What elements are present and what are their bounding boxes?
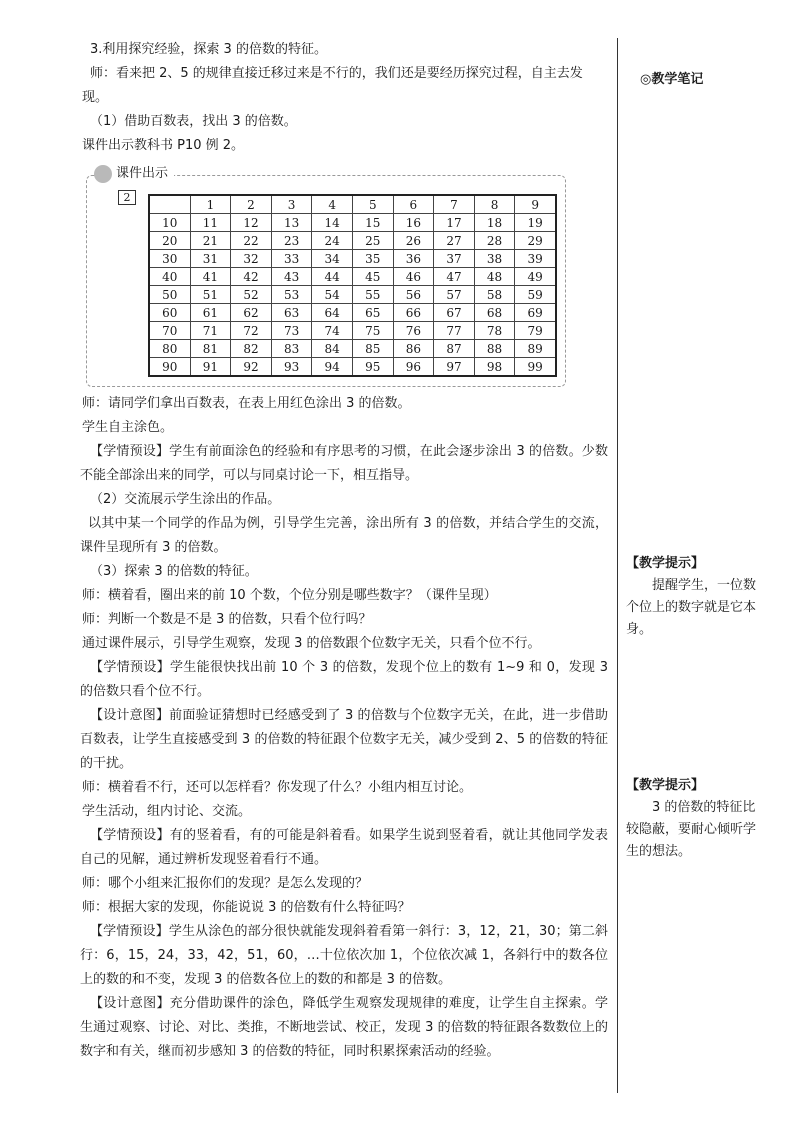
chart-cell: 53 <box>271 286 312 304</box>
chart-cell: 72 <box>231 322 272 340</box>
chart-cell: 27 <box>434 232 475 250</box>
teacher-line: 师：判断一个数是不是 3 的倍数，只看个位行吗？ <box>82 612 372 627</box>
chart-cell: 77 <box>434 322 475 340</box>
chart-cell: 86 <box>393 340 434 358</box>
teacher-line: 师：哪个小组来汇报你们的发现？是怎么发现的？ <box>82 876 369 891</box>
step-heading: （3）探索 3 的倍数的特征。 <box>90 564 258 579</box>
chart-cell: 70 <box>149 322 190 340</box>
chart-cell: 74 <box>312 322 353 340</box>
chart-cell: 79 <box>515 322 556 340</box>
chart-cell: 24 <box>312 232 353 250</box>
teacher-line: 师：看来把 2、5 的规律直接迁移过来是不行的，我们还是要经历探究过程，自主去发 <box>90 66 583 81</box>
step-heading: （1）借助百数表，找出 3 的倍数。 <box>90 114 297 129</box>
chart-row <box>149 214 556 232</box>
chart-cell: 62 <box>231 304 272 322</box>
section-heading: 3.利用探究经验，探索 3 的倍数的特征。 <box>90 42 327 57</box>
chart-cell <box>149 195 190 214</box>
chart-cell: 42 <box>231 268 272 286</box>
chart-cell: 4 <box>312 195 353 214</box>
chart-cell: 84 <box>312 340 353 358</box>
learning-preview: 【学情预设】学生从涂色的部分很快就能发现斜着看第一斜行：3，12，21，30；第二斜行：6，15，24，33，42，51，60，…十位依次加 1，个位依次减 1，各斜行中的数各位上的数的和不变，发现 3 的倍数各位上的数的和都是 3 的倍数。 <box>80 924 608 987</box>
teaching-tip <box>626 775 766 863</box>
chart-cell: 81 <box>190 340 231 358</box>
chart-cell: 57 <box>434 286 475 304</box>
courseware-tag <box>96 163 174 185</box>
teaching-tip <box>626 553 766 641</box>
chart-cell: 39 <box>515 250 556 268</box>
chart-row <box>149 322 556 340</box>
chart-cell: 67 <box>434 304 475 322</box>
chart-cell: 11 <box>190 214 231 232</box>
chart-cell: 36 <box>393 250 434 268</box>
chart-cell: 68 <box>474 304 515 322</box>
chart-cell: 28 <box>474 232 515 250</box>
chart-cell: 23 <box>271 232 312 250</box>
chart-cell: 47 <box>434 268 475 286</box>
chart-cell: 73 <box>271 322 312 340</box>
chart-cell: 10 <box>149 214 190 232</box>
chart-cell: 19 <box>515 214 556 232</box>
design-intent: 【设计意图】前面验证猜想时已经感受到了 3 的倍数与个位数字无关，在此，进一步借助百数表，让学生直接感受到 3 的倍数的特征跟个位数字无关，减少受到 2、5 的倍数的特征的干扰。 <box>80 708 608 771</box>
chart-cell: 44 <box>312 268 353 286</box>
chart-cell: 52 <box>231 286 272 304</box>
student-activity: 学生自主涂色。 <box>82 420 174 435</box>
chart-cell: 89 <box>515 340 556 358</box>
design-intent: 【设计意图】充分借助课件的涂色，降低学生观察发现规律的难度，让学生自主探索。学生通过观察、讨论、对比、类推，不断地尝试、校正，发现 3 的倍数的特征跟各数数位上的数字和有关，继而初步感知 3 的倍数的特征，同时积累探索活动的经验。 <box>80 996 608 1059</box>
chart-cell: 55 <box>352 286 393 304</box>
chart-cell: 6 <box>393 195 434 214</box>
chart-cell: 18 <box>474 214 515 232</box>
chart-row <box>149 286 556 304</box>
chart-cell: 75 <box>352 322 393 340</box>
chart-cell: 97 <box>434 358 475 377</box>
chart-cell: 60 <box>149 304 190 322</box>
column-divider <box>617 38 618 1093</box>
tip-body: 3 的倍数的特征比较隐蔽，要耐心倾听学生的想法。 <box>626 800 757 859</box>
chart-cell: 94 <box>312 358 353 377</box>
chart-cell: 5 <box>352 195 393 214</box>
chart-cell: 95 <box>352 358 393 377</box>
chart-cell: 43 <box>271 268 312 286</box>
chart-cell: 17 <box>434 214 475 232</box>
chart-cell: 20 <box>149 232 190 250</box>
chart-cell: 3 <box>271 195 312 214</box>
chart-cell: 7 <box>434 195 475 214</box>
chart-row <box>149 268 556 286</box>
chart-cell: 78 <box>474 322 515 340</box>
chart-cell: 48 <box>474 268 515 286</box>
tip-body: 提醒学生，一位数个位上的数字就是它本身。 <box>626 578 757 637</box>
chart-row <box>149 358 556 377</box>
learning-preview: 【学情预设】有的竖着看，有的可能是斜着看。如果学生说到竖着看，就让其他同学发表自己的见解，通过辨析发现竖着看行不通。 <box>80 828 608 867</box>
chart-row <box>149 195 556 214</box>
chart-cell: 99 <box>515 358 556 377</box>
chart-cell: 51 <box>190 286 231 304</box>
chart-row <box>149 304 556 322</box>
chart-cell: 29 <box>515 232 556 250</box>
chart-cell: 1 <box>190 195 231 214</box>
chart-cell: 96 <box>393 358 434 377</box>
chart-cell: 9 <box>515 195 556 214</box>
teacher-line: 师：横着看，圈出来的前 10 个数，个位分别是哪些数字？（课件呈现） <box>82 588 497 603</box>
chart-row <box>149 340 556 358</box>
courseware-intro: 课件出示教科书 P10 例 2。 <box>82 138 245 153</box>
teacher-line: 师：根据大家的发现，你能说说 3 的倍数有什么特征吗？ <box>82 900 411 915</box>
chart-cell: 16 <box>393 214 434 232</box>
chart-cell: 91 <box>190 358 231 377</box>
chart-cell: 2 <box>231 195 272 214</box>
chart-cell: 49 <box>515 268 556 286</box>
teacher-line: 师：横着看不行，还可以怎样看？你发现了什么？小组内相互讨论。 <box>82 780 473 795</box>
chart-cell: 65 <box>352 304 393 322</box>
tip-heading: 【教学提示】 <box>626 556 705 571</box>
tip-heading: 【教学提示】 <box>626 778 705 793</box>
teacher-line-cont: 现。 <box>82 90 109 105</box>
learning-preview: 【学情预设】学生有前面涂色的经验和有序思考的习惯，在此会逐步涂出 3 的倍数。少数不能全部涂出来的同学，可以与同桌讨论一下，相互指导。 <box>80 444 608 483</box>
teacher-line: 师：请同学们拿出百数表，在表上用红色涂出 3 的倍数。 <box>82 396 411 411</box>
chart-cell: 93 <box>271 358 312 377</box>
chart-cell: 76 <box>393 322 434 340</box>
chart-cell: 21 <box>190 232 231 250</box>
chart-cell: 34 <box>312 250 353 268</box>
example-number: 2 <box>118 190 136 205</box>
chart-cell: 32 <box>231 250 272 268</box>
guidance-text: 通过课件展示，引导学生观察，发现 3 的倍数跟个位数字无关，只看个位不行。 <box>82 636 541 651</box>
chart-cell: 90 <box>149 358 190 377</box>
chart-cell: 31 <box>190 250 231 268</box>
learning-preview: 【学情预设】学生能很快找出前 10 个 3 的倍数，发现个位上的数有 1~9 和 0，发现 3 的倍数只看个位不行。 <box>80 660 608 699</box>
student-activity: 学生活动，组内讨论、交流。 <box>82 804 252 819</box>
teaching-notes-title: ◎教学笔记 <box>640 72 704 87</box>
chart-cell: 46 <box>393 268 434 286</box>
chart-cell: 56 <box>393 286 434 304</box>
chart-cell: 85 <box>352 340 393 358</box>
chart-cell: 37 <box>434 250 475 268</box>
chart-cell: 71 <box>190 322 231 340</box>
chart-cell: 30 <box>149 250 190 268</box>
chart-cell: 13 <box>271 214 312 232</box>
chart-cell: 22 <box>231 232 272 250</box>
courseware-tag-label: 课件出示 <box>116 166 169 181</box>
chart-cell: 98 <box>474 358 515 377</box>
chart-row <box>149 232 556 250</box>
chart-cell: 88 <box>474 340 515 358</box>
chart-cell: 8 <box>474 195 515 214</box>
chart-cell: 59 <box>515 286 556 304</box>
chart-cell: 38 <box>474 250 515 268</box>
chart-cell: 33 <box>271 250 312 268</box>
chart-cell: 45 <box>352 268 393 286</box>
chart-cell: 14 <box>312 214 353 232</box>
chart-cell: 82 <box>231 340 272 358</box>
hundred-chart <box>148 194 557 377</box>
chart-cell: 15 <box>352 214 393 232</box>
chart-cell: 66 <box>393 304 434 322</box>
chart-cell: 83 <box>271 340 312 358</box>
chart-cell: 54 <box>312 286 353 304</box>
step-heading: （2）交流展示学生涂出的作品。 <box>90 492 281 507</box>
chart-cell: 26 <box>393 232 434 250</box>
chart-cell: 25 <box>352 232 393 250</box>
courseware-dot-icon <box>94 165 112 183</box>
chart-cell: 80 <box>149 340 190 358</box>
chart-row <box>149 250 556 268</box>
chart-cell: 50 <box>149 286 190 304</box>
chart-cell: 64 <box>312 304 353 322</box>
chart-cell: 35 <box>352 250 393 268</box>
chart-cell: 69 <box>515 304 556 322</box>
chart-cell: 87 <box>434 340 475 358</box>
chart-cell: 63 <box>271 304 312 322</box>
chart-cell: 41 <box>190 268 231 286</box>
chart-cell: 58 <box>474 286 515 304</box>
chart-cell: 92 <box>231 358 272 377</box>
chart-cell: 40 <box>149 268 190 286</box>
guidance-text: 以其中某一个同学的作品为例，引导学生完善，涂出所有 3 的倍数，并结合学生的交流，课件呈现所有 3 的倍数。 <box>80 516 608 555</box>
chart-cell: 61 <box>190 304 231 322</box>
chart-cell: 12 <box>231 214 272 232</box>
